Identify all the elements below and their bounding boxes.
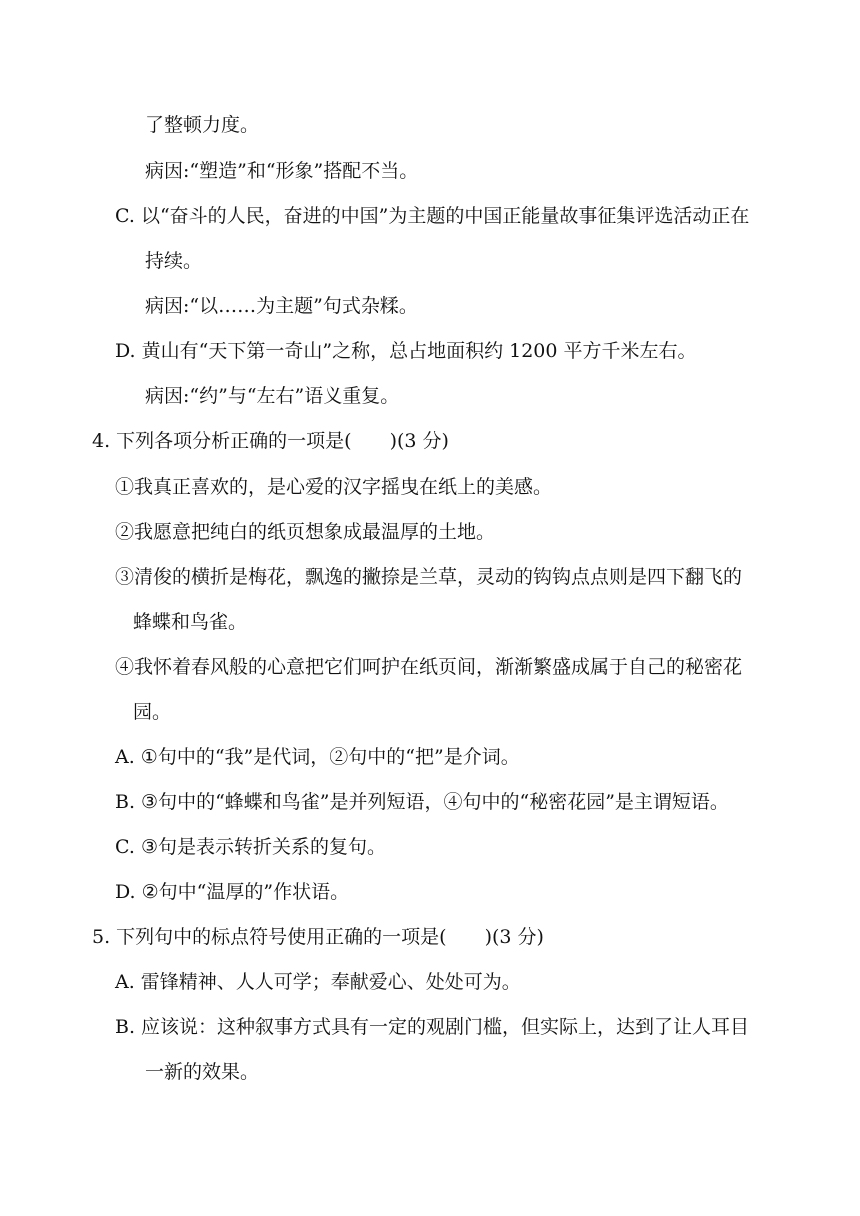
question-5-option-a: A. 雷锋精神、人人可学；奉献爱心、处处可为。	[115, 971, 521, 993]
text-line-reason: 病因:“约”与“左右”语义重复。	[145, 385, 400, 407]
text-line-reason: 病因:“塑造”和“形象”搭配不当。	[145, 160, 419, 182]
question-5-prompt: 5. 下列句中的标点符号使用正确的一项是( )(3 分)	[92, 926, 544, 948]
question-5-option-b: B. 应该说：这种叙事方式具有一定的观剧门槛，但实际上，达到了让人耳目	[115, 1016, 750, 1038]
question-3-option-d: D. 黄山有“天下第一奇山”之称，总占地面积约 1200 平方千米左右。	[115, 340, 697, 362]
question-4-sentence-3: ③清俊的横折是梅花，飘逸的撇捺是兰草，灵动的钩钩点点则是四下翻飞的	[115, 566, 743, 588]
question-4-sentence-1: ①我真正喜欢的，是心爱的汉字摇曳在纸上的美感。	[115, 476, 553, 498]
question-4-option-b: B. ③句中的“蜂蝶和鸟雀”是并列短语，④句中的“秘密花园”是主谓短语。	[115, 791, 729, 813]
text-line-reason: 病因:“以……为主题”句式杂糅。	[145, 295, 418, 317]
question-4-sentence-2: ②我愿意把纯白的纸页想象成最温厚的土地。	[115, 521, 496, 543]
text-line-continuation: 持续。	[145, 250, 203, 272]
text-line-continuation: 了整顿力度。	[145, 114, 260, 136]
question-4-prompt: 4. 下列各项分析正确的一项是( )(3 分)	[92, 430, 449, 452]
question-4-option-a: A. ①句中的“我”是代词，②句中的“把”是介词。	[115, 746, 520, 768]
question-3-option-c: C. 以“奋斗的人民，奋进的中国”为主题的中国正能量故事征集评选活动正在	[115, 205, 750, 227]
question-4-option-d: D. ②句中“温厚的”作状语。	[115, 881, 350, 903]
text-line-continuation: 园。	[133, 701, 172, 723]
text-line-continuation: 一新的效果。	[145, 1061, 260, 1083]
text-line-continuation: 蜂蝶和鸟雀。	[133, 611, 248, 633]
question-4-sentence-4: ④我怀着春风般的心意把它们呵护在纸页间，渐渐繁盛成属于自己的秘密花	[115, 656, 743, 678]
question-4-option-c: C. ③句是表示转折关系的复句。	[115, 836, 386, 858]
